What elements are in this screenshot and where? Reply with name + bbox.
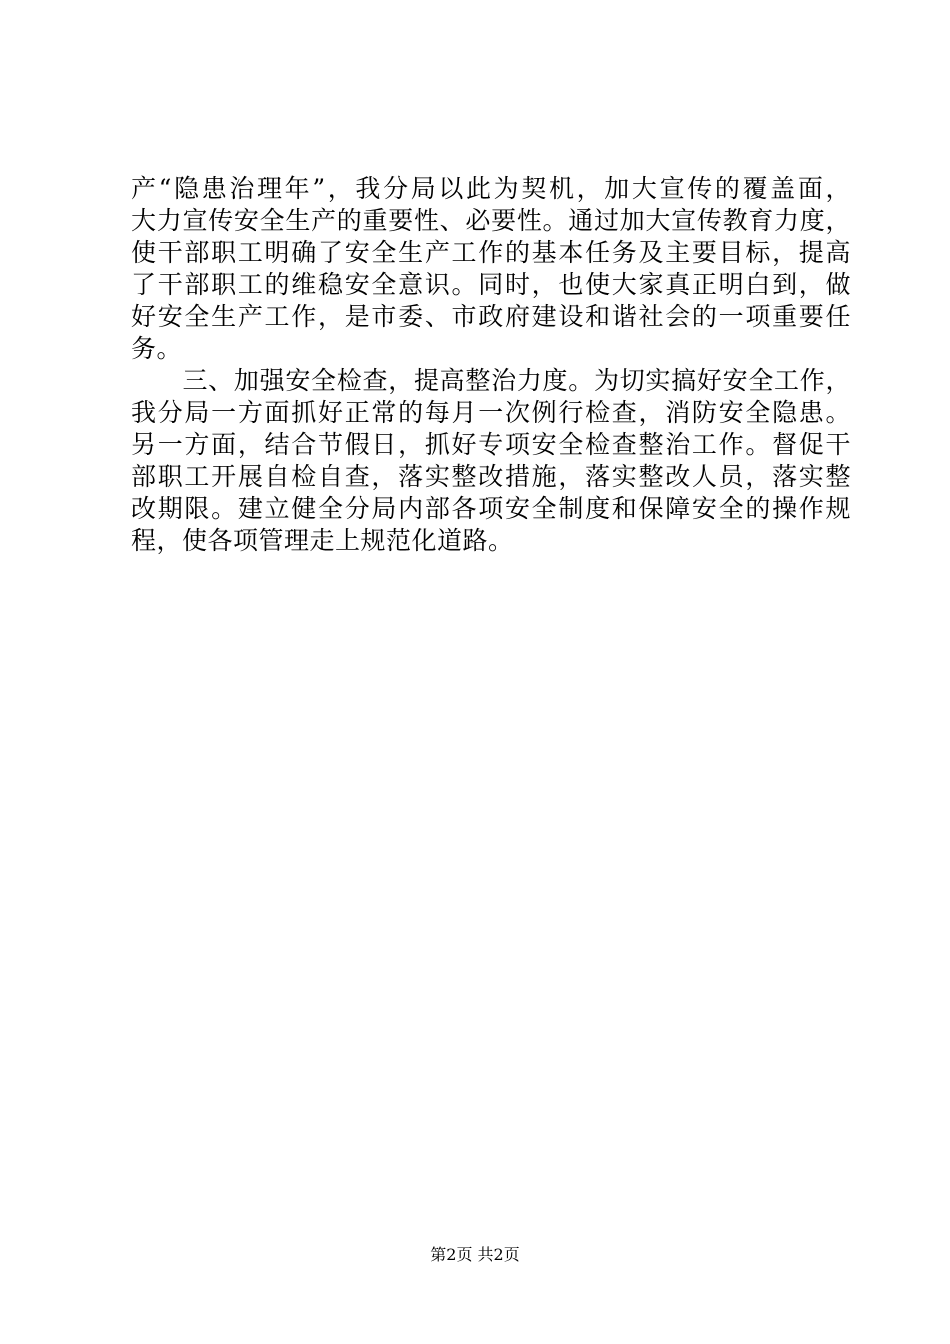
text-line: 大力宣传安全生产的重要性、必要性。通过加大宣传教育力度， [131, 206, 851, 235]
text-line: 部职工开展自检自查，落实整改措施，落实整改人员，落实整 [131, 462, 851, 491]
text-line: 三、加强安全检查，提高整治力度。为切实搞好安全工作， [131, 366, 851, 395]
text-line: 另一方面，结合节假日，抓好专项安全检查整治工作。督促干 [131, 430, 851, 459]
text-line: 我分局一方面抓好正常的每月一次例行检查，消防安全隐患。 [131, 398, 851, 427]
text-line: 了干部职工的维稳安全意识。同时，也使大家真正明白到，做 [131, 270, 851, 299]
text-line: 程，使各项管理走上规范化道路。 [131, 526, 514, 555]
page-footer [0, 1244, 950, 1266]
page-number: 第2页 共2页 [430, 1245, 520, 1264]
text-line: 使干部职工明确了安全生产工作的基本任务及主要目标，提高 [131, 238, 851, 267]
text-line: 务。 [131, 334, 183, 363]
paragraph-2 [131, 365, 851, 557]
body-text [131, 173, 851, 557]
text-line: 产“隐患治理年”，我分局以此为契机，加大宣传的覆盖面， [131, 174, 851, 203]
text-line: 好安全生产工作，是市委、市政府建设和谐社会的一项重要任 [131, 302, 851, 331]
text-line: 改期限。建立健全分局内部各项安全制度和保障安全的操作规 [131, 494, 851, 523]
paragraph-1 [131, 173, 851, 365]
